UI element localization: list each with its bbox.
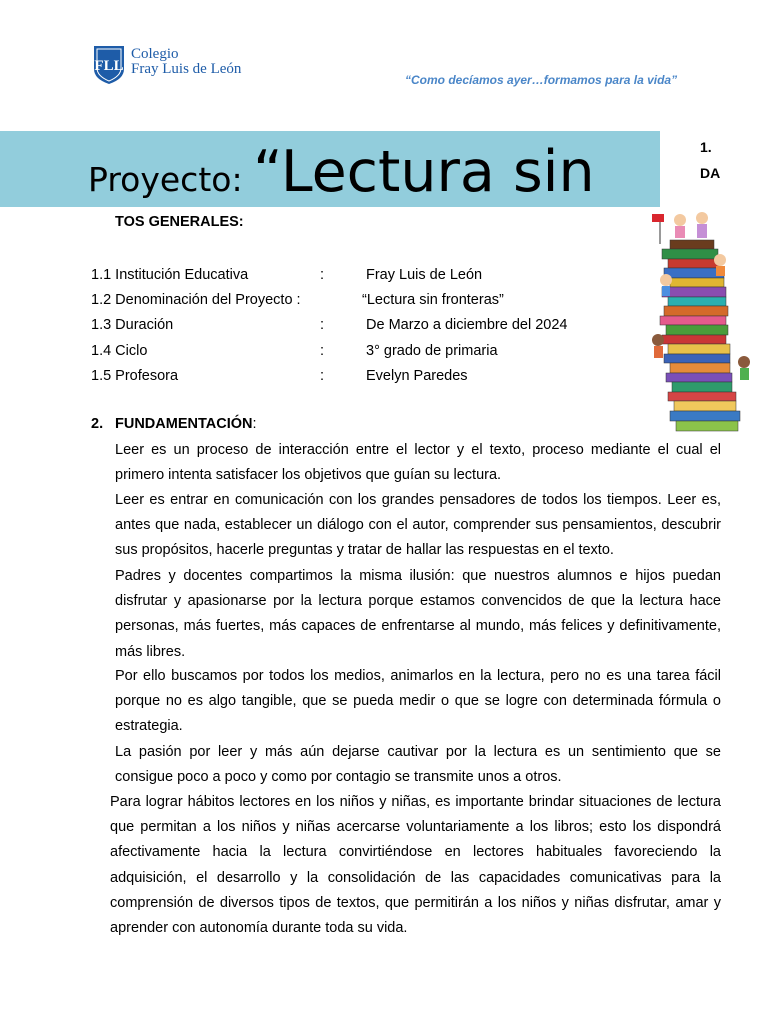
- data-row-value: Fray Luis de León: [366, 267, 483, 283]
- data-row-label: 1.2 Denominación del Proyecto :: [91, 292, 301, 308]
- data-row-label: 1.3 Duración: [91, 317, 174, 333]
- data-row-colon: :: [320, 343, 325, 359]
- project-title-banner: [0, 131, 660, 207]
- paragraph: Leer es entrar en comunicación con los grandes pensadores de todos los tiempos. Leer es, antes que nada, establecer un diálogo con el autor, comprender sus pensamientos, descubrir sus propósitos, hacerle preguntas y tratar de hallar las respuestas en el texto.: [115, 492, 721, 559]
- data-row-colon: :: [320, 317, 325, 333]
- logo-line-1: Colegio: [131, 46, 179, 62]
- school-crest-icon: [92, 43, 126, 85]
- paragraph: Padres y docentes compartimos la misma ilusión: que nuestros alumnos e hijos puedan disfrutar y apasionarse por la lectura porque estamos convencidos de que la lectura hace personas, más fuertes, más capaces de enfrentarse al mundo, más felices y definitivamente, más libres.: [115, 568, 721, 660]
- side-note-line-2: DA: [700, 165, 721, 181]
- banner-project-name: “Lectura sin: [253, 139, 595, 205]
- paragraph: Para lograr hábitos lectores en los niños y niñas, es importante brindar situaciones de lectura que permitan a los niños y niñas acercarse voluntariamente a los libros; esto los dispondrá afectivamente hacia la lectura convirtiéndose en lectores habituales favoreciendo la adquisición, el desarrollo y la consolidación de las capacidades comunicativas para la comprensión de diversos tipos de textos, que permitirán a los niños y niñas disfrutar, amar y aprender con autonomía durante toda su vida.: [110, 794, 721, 937]
- side-note-line-1: 1.: [700, 139, 712, 155]
- paragraph: Por ello buscamos por todos los medios, animarlos en la lectura, pero no es una tarea fácil porque no es algo tangible, que se pueda medir o que se logre con determinada fórmula o estrategia.: [115, 668, 721, 735]
- data-row-label: 1.5 Profesora: [91, 368, 179, 384]
- school-motto: “Como decíamos ayer…formamos para la vida”: [405, 73, 678, 87]
- data-row-label: 1.4 Ciclo: [91, 343, 148, 359]
- section-1-heading: TOS GENERALES:: [115, 214, 244, 230]
- banner-prefix: Proyecto:: [88, 160, 254, 199]
- data-row-colon: :: [320, 267, 325, 283]
- side-note: [700, 134, 720, 186]
- data-row-colon: :: [320, 368, 325, 384]
- data-row-value: “Lectura sin fronteras”: [362, 292, 504, 308]
- banner-title: [88, 134, 595, 207]
- logo-wordmark: [131, 47, 241, 77]
- section-2-title: FUNDAMENTACIÓN: [115, 416, 253, 432]
- paragraph: Leer es un proceso de interacción entre el lector y el texto, proceso mediante el cual el primero intenta satisfacer los objetivos que guían su lectura.: [115, 442, 721, 484]
- data-row-value: Evelyn Paredes: [366, 368, 468, 384]
- school-logo: [92, 43, 262, 85]
- section-2-number: 2.: [91, 416, 104, 432]
- logo-line-2: Fray Luis de León: [131, 61, 242, 77]
- data-row-value: De Marzo a diciembre del 2024: [366, 317, 568, 333]
- section-2-heading: [91, 416, 257, 432]
- data-row-label: 1.1 Institución Educativa: [91, 267, 249, 283]
- data-row-value: 3° grado de primaria: [366, 343, 498, 359]
- svg-text:FLL: FLL: [94, 58, 124, 74]
- book-stack-with-children-icon: [640, 210, 764, 436]
- section-2-title-suffix: :: [252, 416, 257, 432]
- paragraph: La pasión por leer y más aún dejarse cautivar por la lectura es un sentimiento que se consigue poco a poco y como por contagio se transmite unos a otros.: [115, 744, 721, 786]
